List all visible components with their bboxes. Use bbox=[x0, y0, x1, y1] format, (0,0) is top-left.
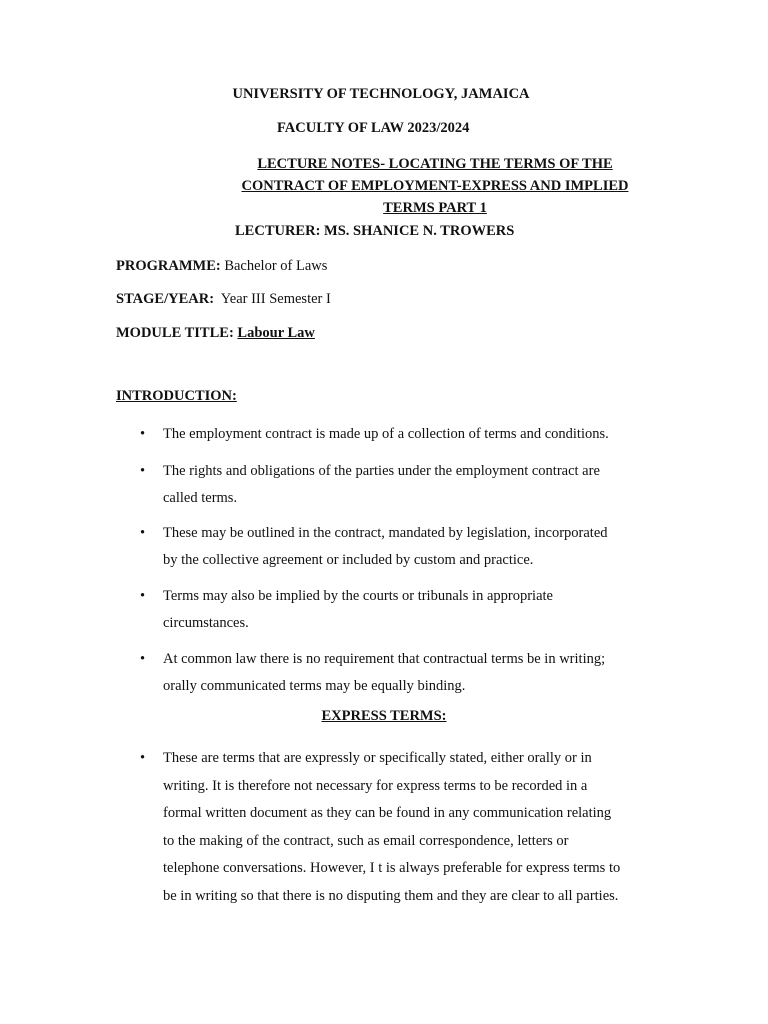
list-item-line: These are terms that are expressly or specifically stated, either orally or in bbox=[163, 750, 592, 766]
lecture-notes-title-line: LECTURE NOTES- LOCATING THE TERMS OF THE bbox=[257, 156, 613, 172]
programme-row bbox=[116, 258, 327, 275]
list-item-line: The rights and obligations of the parties under the employment contract are bbox=[163, 463, 600, 479]
bullet-icon: • bbox=[140, 750, 146, 766]
bullet-icon: • bbox=[140, 426, 146, 442]
bullet-icon: • bbox=[140, 651, 146, 667]
bullet-icon: • bbox=[140, 588, 146, 604]
list-item-line: circumstances. bbox=[163, 615, 249, 631]
stage-row bbox=[116, 291, 331, 308]
university-name: UNIVERSITY OF TECHNOLOGY, JAMAICA bbox=[232, 86, 530, 102]
list-item-line: by the collective agreement or included by custom and practice. bbox=[163, 552, 534, 568]
list-item-line: to the making of the contract, such as email correspondence, letters or bbox=[163, 832, 569, 849]
lecture-notes-title bbox=[210, 153, 660, 219]
lecturer-name: LECTURER: MS. SHANICE N. TROWERS bbox=[235, 223, 515, 239]
list-item-line: writing. It is therefore not necessary for express terms to be recorded in a bbox=[163, 777, 588, 794]
module-label: MODULE TITLE: bbox=[116, 325, 234, 341]
module-row bbox=[116, 325, 315, 342]
lecture-notes-title-line: TERMS PART 1 bbox=[383, 200, 487, 216]
module-value: Labour Law bbox=[237, 325, 315, 341]
list-item-line: These may be outlined in the contract, mandated by legislation, incorporated bbox=[163, 525, 608, 541]
list-item-line: The employment contract is made up of a collection of terms and conditions. bbox=[163, 426, 609, 442]
programme-value: Bachelor of Laws bbox=[224, 258, 328, 274]
bullet-icon: • bbox=[140, 525, 146, 541]
stage-label: STAGE/YEAR: bbox=[116, 291, 215, 307]
list-item-line: be in writing so that there is no disputing them and they are clear to all parties. bbox=[163, 887, 619, 904]
express-terms-heading: EXPRESS TERMS: bbox=[321, 708, 447, 724]
stage-value: Year III Semester I bbox=[220, 291, 331, 307]
list-item-line: telephone conversations. However, I t is always preferable for express terms to bbox=[163, 860, 621, 876]
bullet-icon: • bbox=[140, 463, 146, 479]
list-item-line: At common law there is no requirement that contractual terms be in writing; bbox=[163, 651, 606, 667]
list-item-line: Terms may also be implied by the courts or tribunals in appropriate bbox=[163, 588, 553, 604]
introduction-heading: INTRODUCTION: bbox=[116, 388, 237, 404]
lecture-notes-title-line: CONTRACT OF EMPLOYMENT-EXPRESS AND IMPLIED bbox=[241, 178, 629, 194]
faculty-title: FACULTY OF LAW 2023/2024 bbox=[277, 120, 470, 136]
list-item-line: called terms. bbox=[163, 490, 238, 506]
list-item-line: orally communicated terms may be equally binding. bbox=[163, 678, 466, 694]
programme-label: PROGRAMME: bbox=[116, 258, 221, 274]
list-item-line: formal written document as they can be found in any communication relating bbox=[163, 805, 612, 821]
